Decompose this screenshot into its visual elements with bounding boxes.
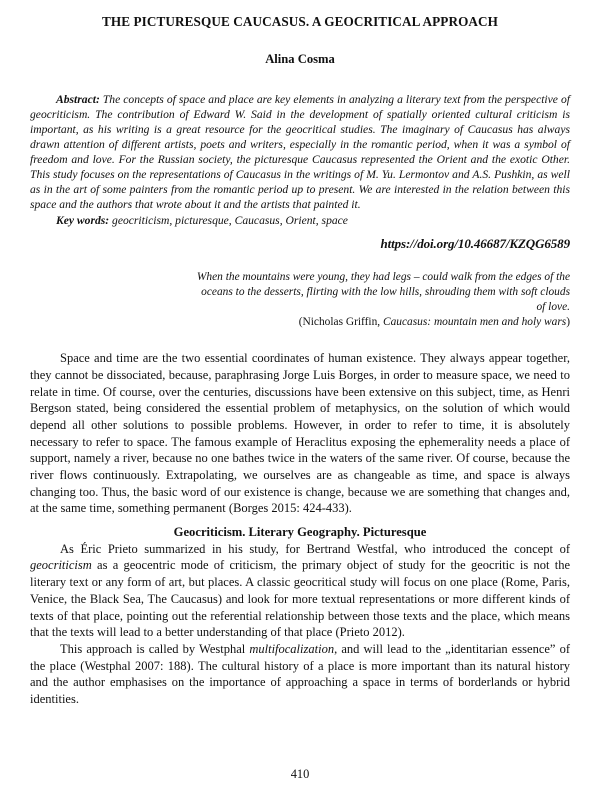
page-number: 410	[290, 767, 310, 781]
epigraph-quote: When the mountains were young, they had legs – could walk from the edges of the oceans to the desserts, flirting with the low hills, shrouding them with soft clouds of love.	[196, 270, 570, 313]
keywords-line	[30, 214, 570, 229]
abstract-paragraph	[30, 93, 570, 213]
body-paragraph-3-part-a: This approach is called by Westphal	[60, 641, 250, 656]
body-paragraph-2-part-b: as a geocentric mode of criticism, the primary object of study for the geocritic is not the literary text or any form of art, but places. A classic geocritical study will focus on one place (Rome, Paris, Venice, the Black Sea, The Caucasus) and look for more textual representations or more different kinds of texts of that place, pointing out the referential relationship between those texts and the place, which means that the texts will lead to a better understanding of that place (Prieto 2012).	[30, 558, 570, 640]
abstract-label: Abstract:	[56, 92, 100, 106]
page-title: THE PICTURESQUE CAUCASUS. A GEOCRITICAL APPROACH	[101, 14, 499, 29]
keywords-text: geocriticism, picturesque, Caucasus, Orient, space	[109, 213, 348, 227]
epigraph-attribution	[195, 315, 570, 330]
abstract-text: The concepts of space and place are key elements in analyzing a literary text from the perspective of geocriticism. The contribution of Edward W. Said in the development of spatially oriented cultural criticism is important, as his writing is a great resource for the geocritical studies. The imaginary of Caucasus has always drawn attention of different artists, poets and writers, especially in the romantic period, when it was a symbol of freedom and love. For the Russian society, the picturesque Caucasus represented the Orient and the exotic Other. This study focuses on the representations of Caucasus in the writings of M. Yu. Lermontov and A.S. Pushkin, as well as in the art of some painters from the romantic period up to present. We are interested in the relation between this space and the authors that wrote about it and the artists that painted it.	[30, 92, 570, 211]
term-geocriticism: geocriticism	[30, 558, 92, 573]
epigraph-block	[195, 270, 570, 331]
epigraph-work-title: Caucasus: mountain men and holy wars	[383, 316, 567, 328]
keywords-label: Key words:	[56, 213, 110, 227]
body-paragraph-3	[30, 641, 570, 708]
section-heading: Geocriticism. Literary Geography. Picturesque	[173, 525, 427, 540]
body-paragraph-2	[30, 541, 570, 641]
body-paragraph-1: Space and time are the two essential coordinates of human existence. They always appear together, they cannot be dissociated, because, paraphrasing Jorge Luis Borges, in order to measure space, we need to relate in time. Of course, over the centuries, discussions have been extensive on this subject, time, as Henri Bergson stated, being considered the essential problem of metaphysics, on the solution of which would depend all other solutions to possible problems. However, in order to refer to time, it is absolutely necessary to refer to space. The famous example of Heraclitus exposing the ephemerality needs a place of support, namely a river, because no one bathes twice in the waters of the same river. Of course, because the river flows continuously. Extrapolating, we ourselves are as changeable as time, and space is always changing too. Thus, the basic word of our existence is change, because we are something that changes and, at the same time, something permanent (Borges 2015: 424-433).	[30, 351, 570, 516]
body-paragraph-2-part-a: As Éric Prieto summarized in his study, for Bertrand Westfal, who introduced the concept of	[60, 541, 570, 556]
epigraph-attribution-close: )	[566, 316, 570, 328]
epigraph-attribution-open: (Nicholas Griffin,	[298, 316, 383, 328]
term-multifocalization: multifocalization	[249, 641, 335, 656]
doi-link[interactable]: https://doi.org/10.46687/KZQG6589	[380, 235, 570, 251]
body-paragraph-3-part-b: , and will lead to the „identitarian essence” of the place (Westphal 2007: 188). The cultural history of a place is more important than its natural history and the author emphasises on the importance of approaching a space in terms of borderlands or hybrid identities.	[30, 641, 570, 706]
author-name: Alina Cosma	[265, 51, 335, 66]
